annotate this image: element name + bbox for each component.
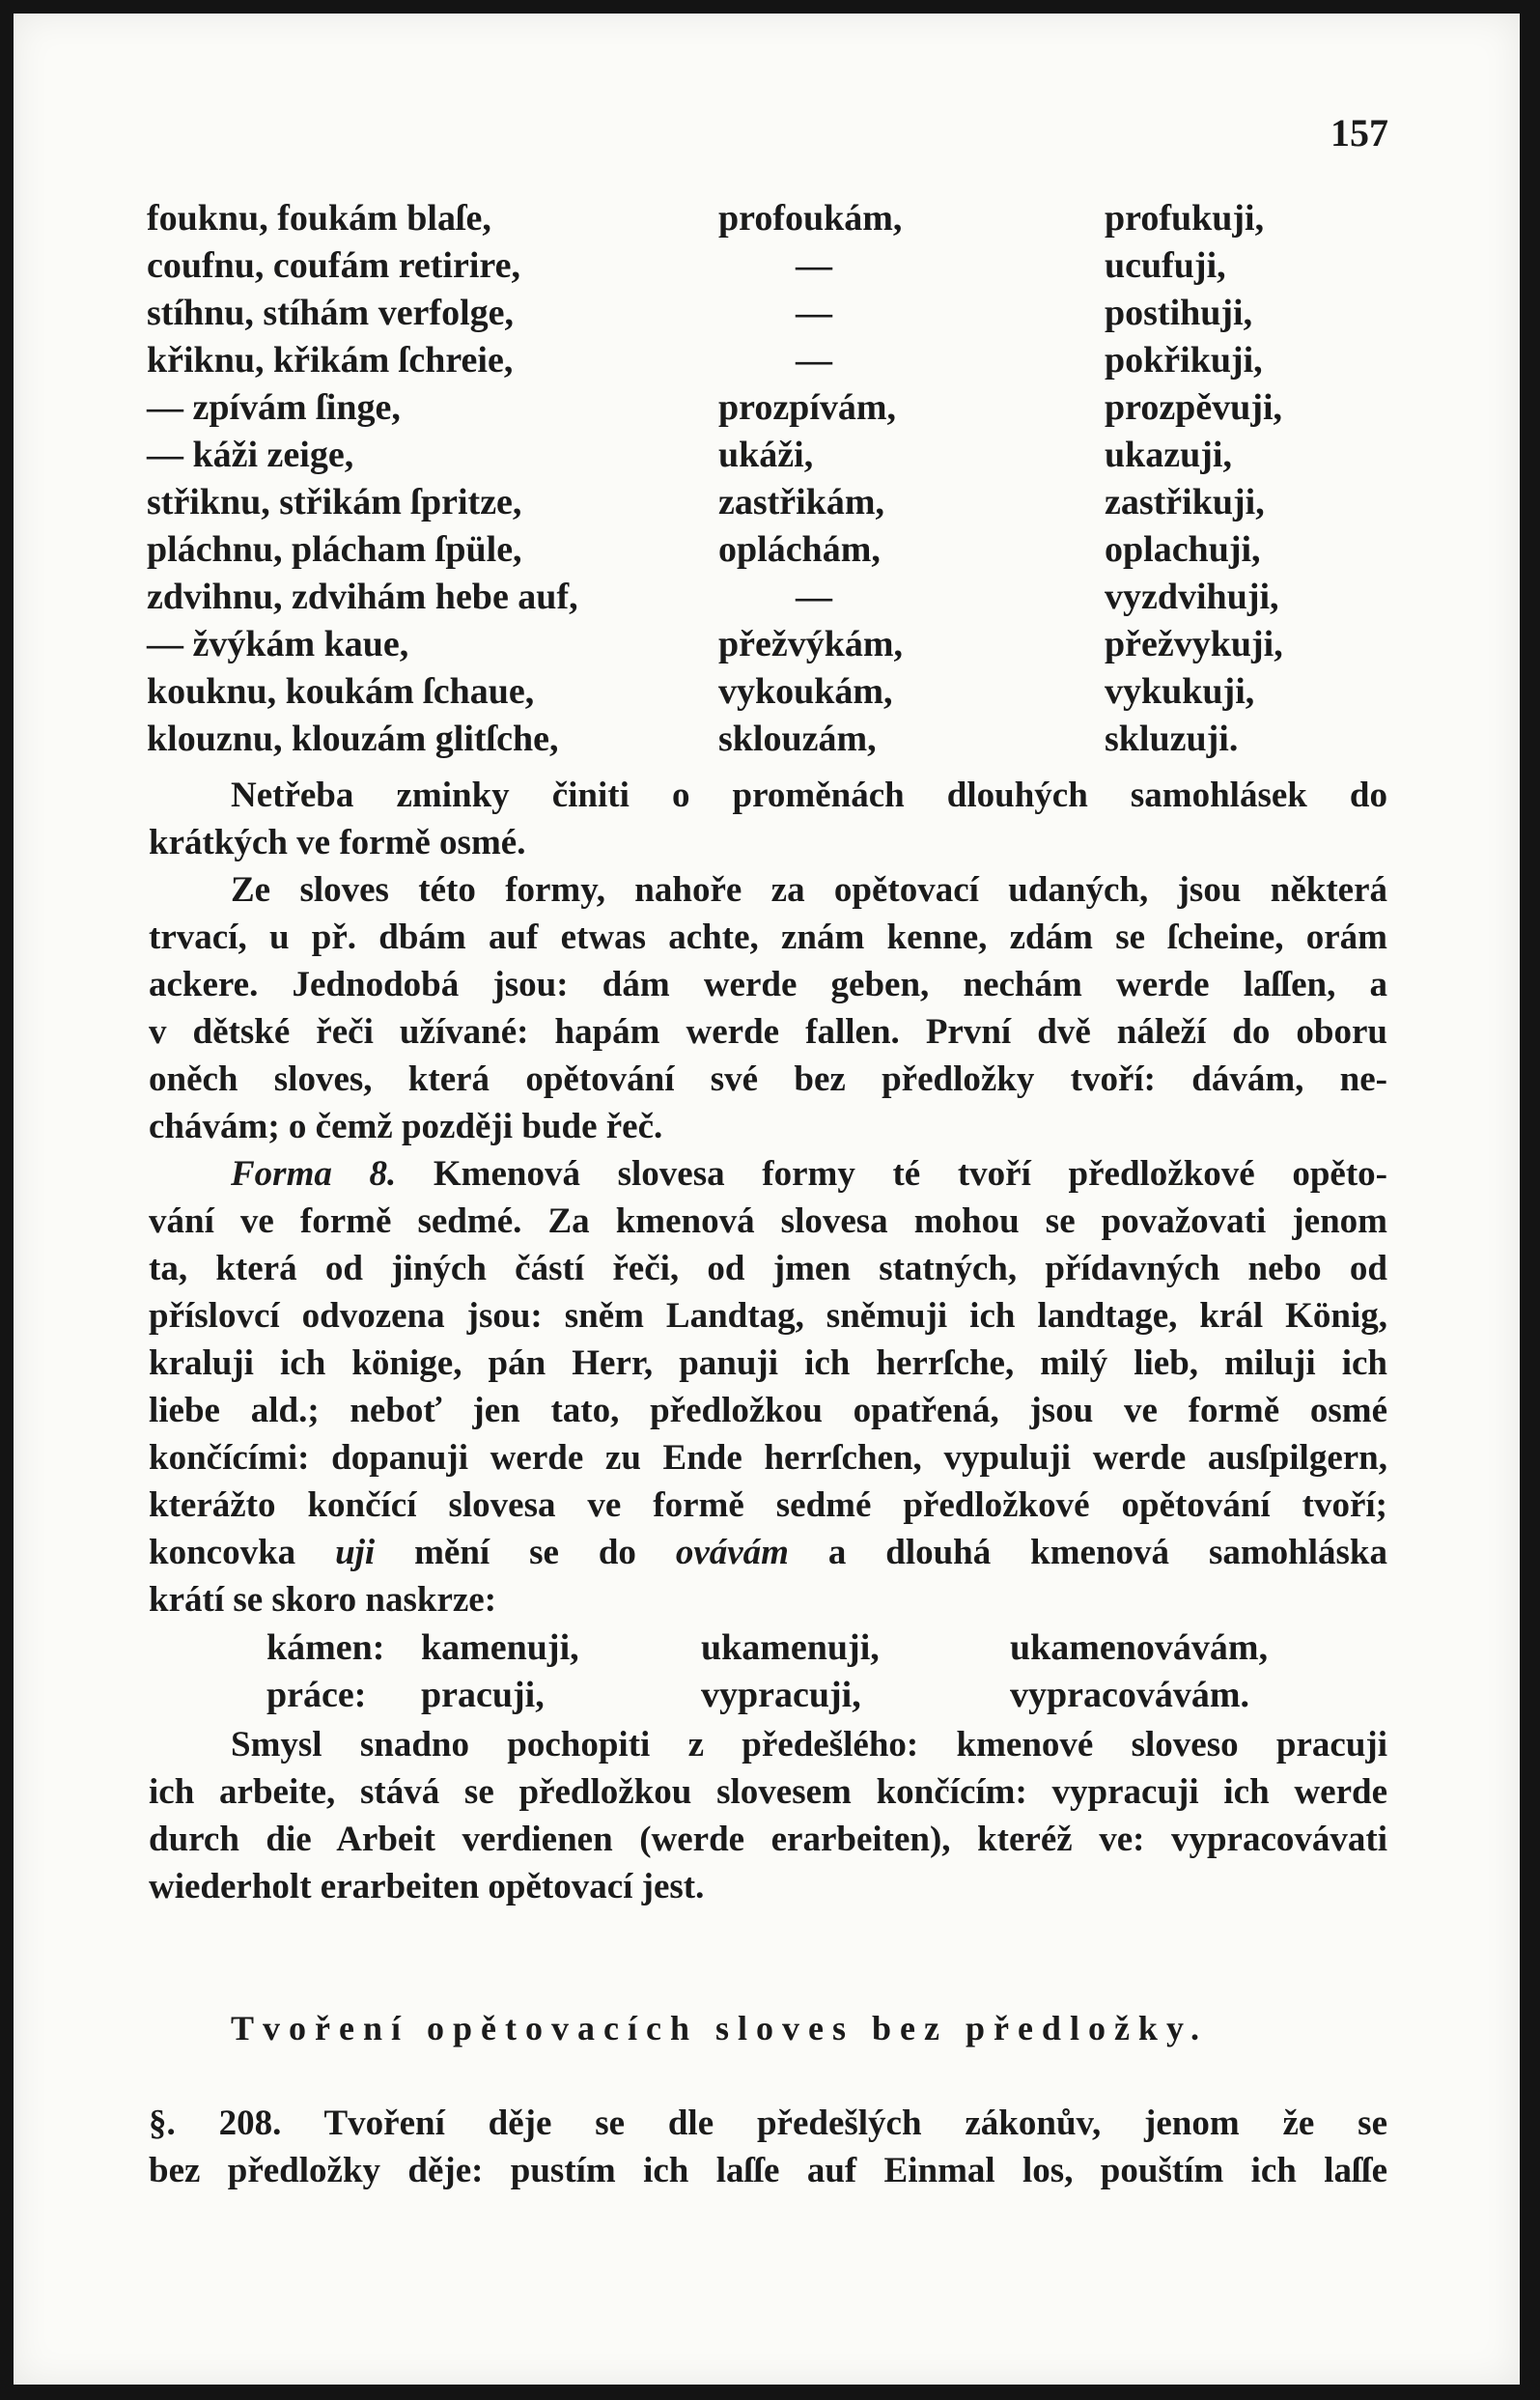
table-cell: profoukám, [718,198,903,239]
table-row [139,481,1394,528]
table-cell: ukamenovávám, [1010,1627,1269,1668]
text-line: durch die Arbeit verdienen (werde erarbeiten), kteréž ve: vypracovávati [149,1820,1387,1859]
table-cell: ukazuji, [1105,435,1232,475]
text-line: trvací, u př. dbám auf etwas achte, znám kenne, zdám se ſcheine, orám [149,918,1387,957]
text-line: wiederholt erarbeiten opětovací jest. [149,1867,705,1906]
text-line: kterážto končící slovesa ve formě sedmé předložkové opětování tvoří; [149,1485,1387,1525]
text-line: ich arbeite, stává se předložkou slovesem končícím: vypracuji ich werde [149,1772,1387,1812]
text-span: koncovka [149,1533,336,1572]
text-line: oněch sloves, která opětování své bez předložky tvoří: dávám, ne- [149,1059,1387,1099]
table-cell: přežvykuji, [1105,624,1283,664]
table-cell: práce: [266,1675,367,1715]
table-cell: coufnu, coufám retirire, [147,245,520,286]
book-page [14,14,1520,2385]
text-line: krátkých ve formě osmé. [149,823,526,862]
table-cell: — zpívám ſinge, [147,387,401,428]
text-span: a dlouhá kmenová samohláska [788,1533,1388,1572]
table-cell: — [796,245,832,286]
table-row [139,718,1394,765]
table-cell: prozpívám, [718,387,897,428]
paragraph [149,1721,1387,1910]
table-row [139,197,1394,244]
forma-label: Forma 8. [231,1154,397,1194]
table-row [139,576,1394,623]
italic-term: uji [335,1533,376,1572]
table-cell: — [796,340,832,381]
table-cell: — [796,577,832,617]
table-cell: — káži zeige, [147,435,354,475]
text-line: chávám; o čemž později bude řeč. [149,1107,663,1146]
table-cell: pokřikuji, [1105,340,1263,381]
table-cell: prozpěvuji, [1105,387,1283,428]
table-cell: zastřikuji, [1105,482,1265,522]
text-line: kraluji ich könige, pán Herr, panuji ich herrſche, milý lieb, miluji ich [149,1343,1387,1383]
table-cell: — [796,293,832,333]
text-line [149,1150,1387,1198]
page-number: 157 [1330,111,1388,155]
table-cell: ukáži, [718,435,814,475]
table-cell: stíhnu, stíhám verfolge, [147,293,514,333]
text-line: ackere. Jednodobá jsou: dám werde geben, nechám werde laſſen, a [149,965,1387,1004]
paragraph [149,772,1387,866]
table-cell: fouknu, foukám blaſe, [147,198,491,239]
table-cell: kámen: [266,1627,385,1668]
table-cell: sklouzám, [718,719,877,759]
table-row [266,1674,1329,1721]
table-cell: vykoukám, [718,671,893,712]
text-line [149,1529,1387,1576]
table-cell: zastřikám, [718,482,885,522]
text-line: v dětské řeči užívané: hapám werde fallen. První dvě náleží do oboru [149,1012,1387,1052]
table-row [139,528,1394,576]
text-span: Kmenová slovesa formy té tvoří předložkové opěto- [433,1154,1388,1194]
text-line: krátí se skoro naskrze: [149,1580,497,1620]
paragraph [149,2100,1387,2194]
table-cell: křiknu, křikám ſchreie, [147,340,514,381]
text-line: příslovcí odvozena jsou: sněm Landtag, sněmuji ich landtage, král König, [149,1296,1387,1336]
italic-term: ovávám [675,1533,789,1572]
table-row [139,292,1394,339]
table-cell: přežvýkám, [718,624,904,664]
table-cell: vykukuji, [1105,671,1255,712]
table-cell: oplachuji, [1105,529,1261,570]
text-line: bez předložky děje: pustím ich laſſe auf Einmal los, pouštím ich laſſe [149,2151,1387,2190]
table-cell: klouznu, klouzám glitſche, [147,719,559,759]
table-cell: kouknu, koukám ſchaue, [147,671,535,712]
table-cell: ukamenuji, [701,1627,880,1668]
text-line: Smysl snadno pochopiti z předešlého: kmenové sloveso pracuji [231,1725,1387,1765]
table-cell: pláchnu, plácham ſpüle, [147,529,522,570]
table-cell: pracuji, [421,1675,545,1715]
section-heading: Tvoření opětovacích sloves bez předložky. [231,2009,1208,2047]
table-cell: — žvýkám kaue, [147,624,409,664]
table-cell: střiknu, střikám ſpritze, [147,482,522,522]
table-cell: kamenuji, [421,1627,579,1668]
table-row [139,670,1394,718]
text-span: mění se do [375,1533,676,1572]
text-line: liebe ald.; neboť jen tato, předložkou opatřená, jsou ve formě osmé [149,1391,1387,1430]
table-cell: vypracuji, [701,1675,861,1715]
text-line: končícími: dopanuji werde zu Ende herrſchen, vypuluji werde ausſpilgern, [149,1438,1387,1478]
table-cell: zdvihnu, zdvihám hebe auf, [147,577,578,617]
text-line: Ze sloves této formy, nahoře za opětovací udaných, jsou některá [231,870,1387,910]
table-cell: opláchám, [718,529,881,570]
table-cell: vyzdvihuji, [1105,577,1279,617]
table-row [139,386,1394,434]
text-line: vání ve formě sedmé. Za kmenová slovesa mohou se považovati jenom [149,1201,1387,1241]
table-cell: vypracovávám. [1010,1675,1250,1715]
paragraph [149,1150,1387,1624]
table-cell: skluzuji. [1105,719,1239,759]
table-row [139,339,1394,386]
table-row [139,434,1394,481]
text-line: Netřeba zminky činiti o proměnách dlouhých samohlásek do [231,776,1387,815]
table-row [139,244,1394,292]
table-cell: postihuji, [1105,293,1253,333]
table-cell: ucufuji, [1105,245,1226,286]
text-line: §. 208. Tvoření děje se dle předešlých zákonův, jenom že se [149,2104,1387,2143]
paragraph [149,866,1387,1150]
table-cell: profukuji, [1105,198,1265,239]
table-row [266,1626,1329,1674]
table-row [139,623,1394,670]
text-line: ta, která od jiných částí řeči, od jmen statných, přídavných nebo od [149,1249,1387,1288]
